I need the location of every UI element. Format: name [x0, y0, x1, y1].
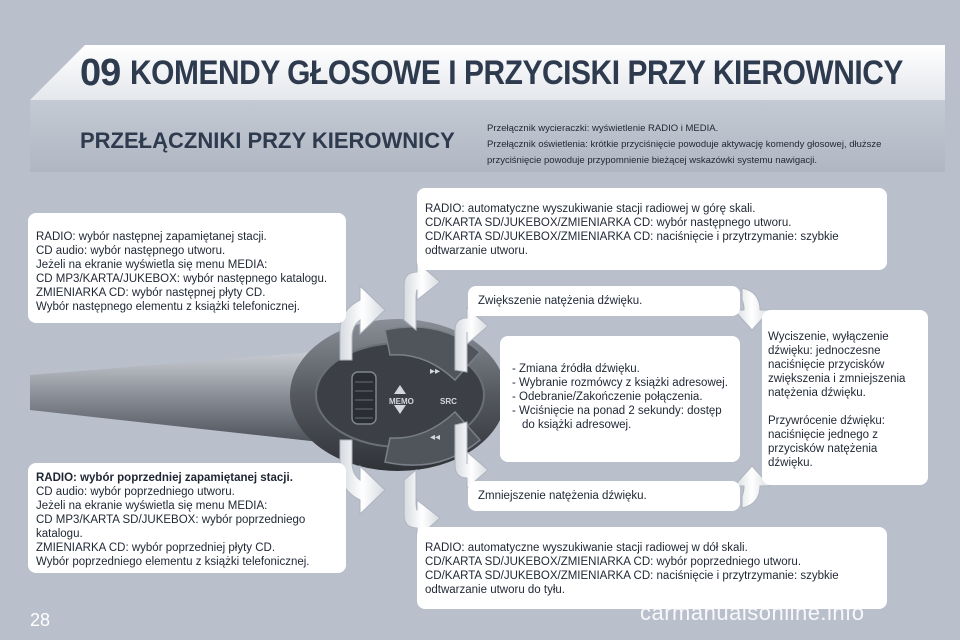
callout-seek-down: [417, 527, 887, 609]
callout-line: CD/KARTA SD/JUKEBOX/ZMIENIARKA CD: wybór poprzedniego utworu.: [425, 556, 802, 568]
callout-line: Przywrócenie dźwięku: naciśnięcie jednego z przycisków natężenia dźwięku.: [768, 415, 885, 469]
back-symbol: ◂◂: [430, 432, 441, 443]
callout-line: Wybór następnego elementu z książki telefonicznej.: [36, 301, 300, 313]
callout-line: RADIO: automatyczne wyszukiwanie stacji radiowej w dół skali.: [425, 542, 748, 554]
stalk-shaft: [30, 352, 320, 442]
forward-symbol: ▸▸: [430, 366, 441, 377]
watermark: carmanualsonline.info: [640, 600, 865, 625]
callout-line: CD/KARTA SD/JUKEBOX/ZMIENIARKA CD: wybór następnego utworu.: [425, 217, 792, 229]
callout-line: CD audio: wybór następnego utworu.: [36, 245, 226, 257]
callout-line: CD MP3/KARTA SD/JUKEBOX: wybór poprzedniego katalogu.: [36, 514, 306, 540]
arrow-seek-up: [404, 262, 440, 330]
callout-next-preset: [28, 213, 346, 323]
callout-line: ZMIENIARKA CD: wybór poprzedniej płyty CD.: [36, 542, 276, 554]
callout-line: RADIO: wybór następnej zapamiętanej stacji.: [36, 231, 267, 243]
callout-line: ZMIENIARKA CD: wybór następnej płyty CD.: [36, 287, 266, 299]
memo-label: MEMO: [389, 397, 414, 406]
callout-heading: RADIO: wybór poprzedniej zapamiętanej stacji.: [36, 472, 293, 484]
callout-line: CD MP3/KARTA/JUKEBOX: wybór następnego katalogu.: [36, 273, 328, 285]
callout-line: CD/KARTA SD/JUKEBOX/ZMIENIARKA CD: naciśnięcie i przytrzymanie: szybkie odtwarzanie utworu.: [425, 231, 839, 257]
callout-line: Wyciszenie, wyłączenie dźwięku: jednoczesne naciśnięcie przycisków zwiększenia i zmniejszenia natężenia dźwięku.: [768, 331, 906, 399]
section-note-line: Przełącznik wycieraczki: wyświetlenie RADIO i MEDIA.: [487, 123, 719, 134]
source-list-item: - Wybranie rozmówcy z książki adresowej.: [506, 376, 734, 390]
callout-line: Jeżeli na ekranie wyświetla się menu MEDIA:: [36, 259, 268, 271]
source-list-item: - Zmiana źródła dźwięku.: [506, 362, 734, 376]
callout-volume-down: Zmniejszenie natężenia dźwięku.: [468, 481, 740, 511]
callout-line: CD audio: wybór poprzedniego utworu.: [36, 486, 235, 498]
chapter-number: 09: [80, 52, 121, 94]
callout-prev-preset: [28, 463, 346, 573]
callout-volume-up: Zwiększenie natężenia dźwięku.: [468, 286, 740, 316]
callout-line: Wybór poprzedniego elementu z książki telefonicznej.: [36, 556, 310, 568]
callout-mute: [762, 310, 928, 485]
source-list-item: - Odebranie/Zakończenie połączenia.: [506, 390, 734, 404]
thumbwheel: [352, 372, 376, 424]
page-number: 28: [30, 610, 51, 630]
src-label: SRC: [440, 397, 457, 406]
callout-seek-up: [417, 188, 887, 270]
section-title: PRZEŁĄCZNIKI PRZY KIEROWNICY: [80, 128, 455, 153]
source-list: [506, 362, 734, 432]
section-note-line: Przełącznik oświetlenia: krótkie przyciśnięcie powoduje aktywację komendy głosowej, dłuższe przyciśnięcie powoduje przypomnienie bieżącej wskazówki systemu nawigacji.: [487, 139, 882, 166]
callout-line: CD/KARTA SD/JUKEBOX/ZMIENIARKA CD: naciśnięcie i przytrzymanie: szybkie odtwarzanie utworu do tyłu.: [425, 570, 839, 596]
callout-source: [500, 336, 740, 462]
source-list-item: - Wciśnięcie na ponad 2 sekundy: dostęp do książki adresowej.: [506, 404, 734, 432]
callout-line: Jeżeli na ekranie wyświetla się menu MEDIA:: [36, 500, 268, 512]
callout-line: RADIO: automatyczne wyszukiwanie stacji radiowej w górę skali.: [425, 203, 756, 215]
page-title: KOMENDY GŁOSOWE I PRZYCISKI PRZY KIEROWNICY: [130, 54, 903, 92]
